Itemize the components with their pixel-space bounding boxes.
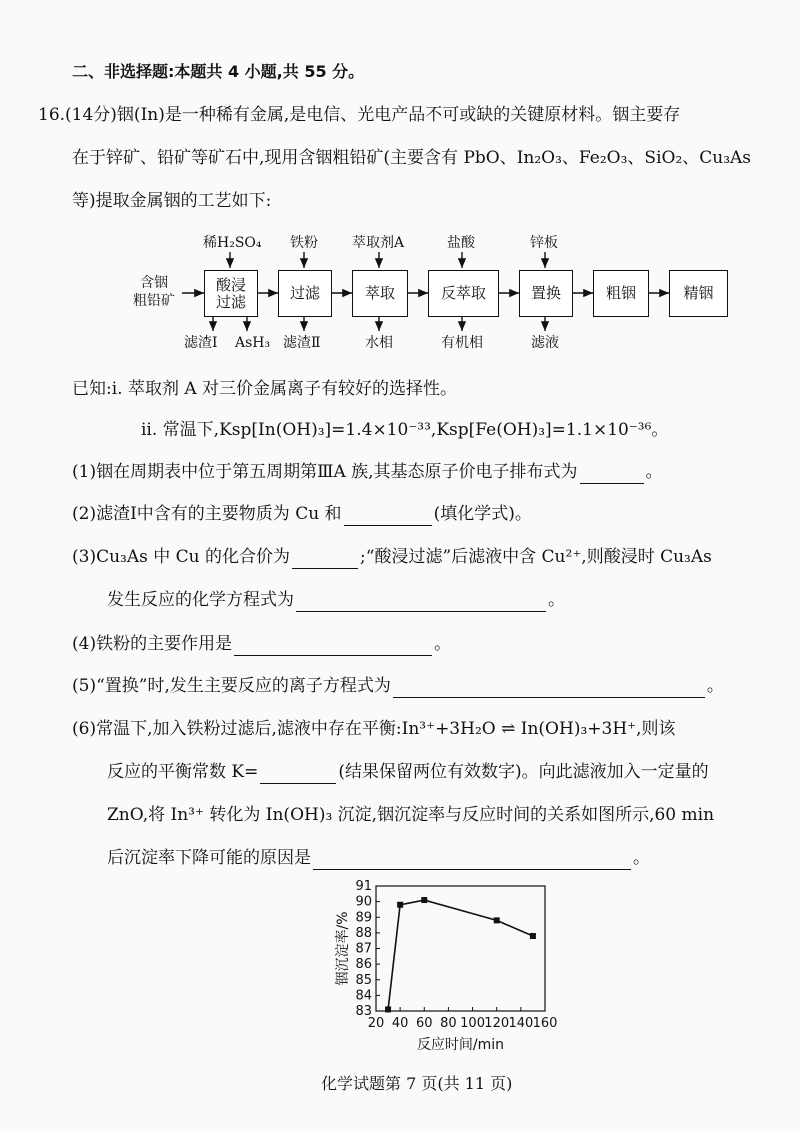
flow-step-crude-indium: 粗铟 bbox=[593, 270, 649, 317]
y-tick-label: 88 bbox=[355, 925, 372, 941]
x-axis-label: 反应时间/min bbox=[416, 1037, 505, 1053]
flow-step-back-extract: 反萃取 bbox=[428, 270, 499, 317]
question-1: (1)铟在周期表中位于第五周期第ⅢA 族,其基态原子价电子排布式为 。 bbox=[72, 462, 663, 482]
x-tick-label: 120 bbox=[484, 1016, 510, 1031]
flow-start-line1: 含铟 bbox=[140, 275, 168, 291]
x-tick-label: 100 bbox=[460, 1016, 485, 1031]
input-zinc-plate: 锌板 bbox=[530, 235, 558, 251]
output-aqueous-phase: 水相 bbox=[365, 335, 393, 351]
input-extractant-a: 萃取剂A bbox=[352, 235, 405, 251]
y-tick-label: 84 bbox=[355, 988, 372, 1004]
output-organic-phase: 有机相 bbox=[441, 335, 483, 351]
flow-step-extract: 萃取 bbox=[352, 270, 408, 317]
y-tick-label: 89 bbox=[355, 910, 372, 926]
y-axis-label: 铟沉淀率/% bbox=[335, 911, 351, 986]
question-2: (2)滤渣Ⅰ中含有的主要物质为 Cu 和 (填化学式)。 bbox=[72, 504, 532, 524]
output-ash3: AsH₃ bbox=[235, 335, 271, 351]
flow-step-acid-leach-line1: 酸浸 bbox=[215, 275, 246, 294]
data-point bbox=[397, 902, 403, 908]
data-point bbox=[385, 1006, 391, 1012]
known-2: ii. 常温下,Ksp[In(OH)₃]=1.4×10⁻³³,Ksp[Fe(OH)₃]=1.1×10⁻³⁶。 bbox=[141, 420, 669, 440]
input-dilute-h2so4: 稀H₂SO₄ bbox=[203, 235, 262, 251]
y-tick-label: 87 bbox=[355, 941, 372, 957]
output-residue-2: 滤渣Ⅱ bbox=[283, 335, 321, 351]
question-3: (3)Cu₃As 中 Cu 的化合价为 ;“酸浸过滤”后滤液中含 Cu²⁺,则酸浸时 Cu₃As bbox=[72, 547, 712, 567]
q16-intro-line2: 在于锌矿、铅矿等矿石中,现用含铟粗铅矿(主要含有 PbO、In₂O₃、Fe₂O₃、SiO₂、Cu₃As bbox=[72, 148, 752, 168]
flow-step-replace: 置换 bbox=[519, 270, 573, 317]
data-point bbox=[421, 897, 427, 903]
question-6-line2: 反应的平衡常数 K= (结果保留两位有效数字)。向此滤液加入一定量的 bbox=[107, 762, 709, 782]
x-tick-label: 80 bbox=[440, 1016, 457, 1031]
question-4: (4)铁粉的主要作用是 。 bbox=[72, 634, 452, 654]
y-tick-label: 86 bbox=[355, 957, 372, 973]
x-tick-label: 20 bbox=[367, 1016, 385, 1031]
q16-intro-line3: 等)提取金属铟的工艺如下: bbox=[72, 191, 272, 211]
section-title: 二、非选择题:本题共 4 小题,共 55 分。 bbox=[72, 62, 365, 81]
data-point bbox=[530, 933, 536, 939]
question-5: (5)“置换”时,发生主要反应的离子方程式为 。 bbox=[72, 676, 724, 696]
series-line bbox=[388, 900, 533, 1009]
q16-intro-line1: 16.(14分)铟(In)是一种稀有金属,是电信、光电产品不可或缺的关键原材料。铟主要存 bbox=[38, 105, 681, 125]
x-tick-label: 40 bbox=[391, 1016, 409, 1031]
question-6-line3: ZnO,将 In³⁺ 转化为 In(OH)₃ 沉淀,铟沉淀率与反应时间的关系如图所示,60 min bbox=[107, 805, 715, 825]
page-footer: 化学试题第 7 页(共 11 页) bbox=[321, 1074, 513, 1093]
flow-step-filter: 过滤 bbox=[278, 270, 332, 317]
y-tick-label: 83 bbox=[355, 1004, 372, 1019]
data-point bbox=[494, 917, 500, 923]
x-tick-label: 140 bbox=[508, 1016, 534, 1031]
question-6-line1: (6)常温下,加入铁粉过滤后,滤液中存在平衡:In³⁺+3H₂O ⇌ In(OH)₃+3H⁺,则该 bbox=[72, 719, 676, 739]
flow-step-refined-indium: 精铟 bbox=[669, 270, 728, 317]
known-1: 已知:i. 萃取剂 A 对三价金属离子有较好的选择性。 bbox=[72, 379, 458, 399]
output-filtrate: 滤液 bbox=[531, 335, 559, 351]
question-3-cont: 发生反应的化学方程式为 。 bbox=[107, 590, 565, 610]
output-residue-1: 滤渣Ⅰ bbox=[184, 335, 218, 351]
question-6-line4: 后沉淀率下降可能的原因是 。 bbox=[107, 848, 650, 868]
flow-start-line2: 粗铅矿 bbox=[133, 293, 175, 309]
y-tick-label: 91 bbox=[355, 879, 372, 894]
x-tick-label: 160 bbox=[532, 1016, 558, 1031]
flow-step-acid-leach-line2: 过滤 bbox=[215, 292, 246, 311]
y-tick-label: 90 bbox=[355, 894, 372, 910]
x-tick-label: 60 bbox=[416, 1016, 433, 1031]
y-tick-label: 85 bbox=[355, 972, 372, 988]
input-hydrochloric-acid: 盐酸 bbox=[447, 235, 475, 251]
input-iron-powder: 铁粉 bbox=[290, 235, 318, 251]
